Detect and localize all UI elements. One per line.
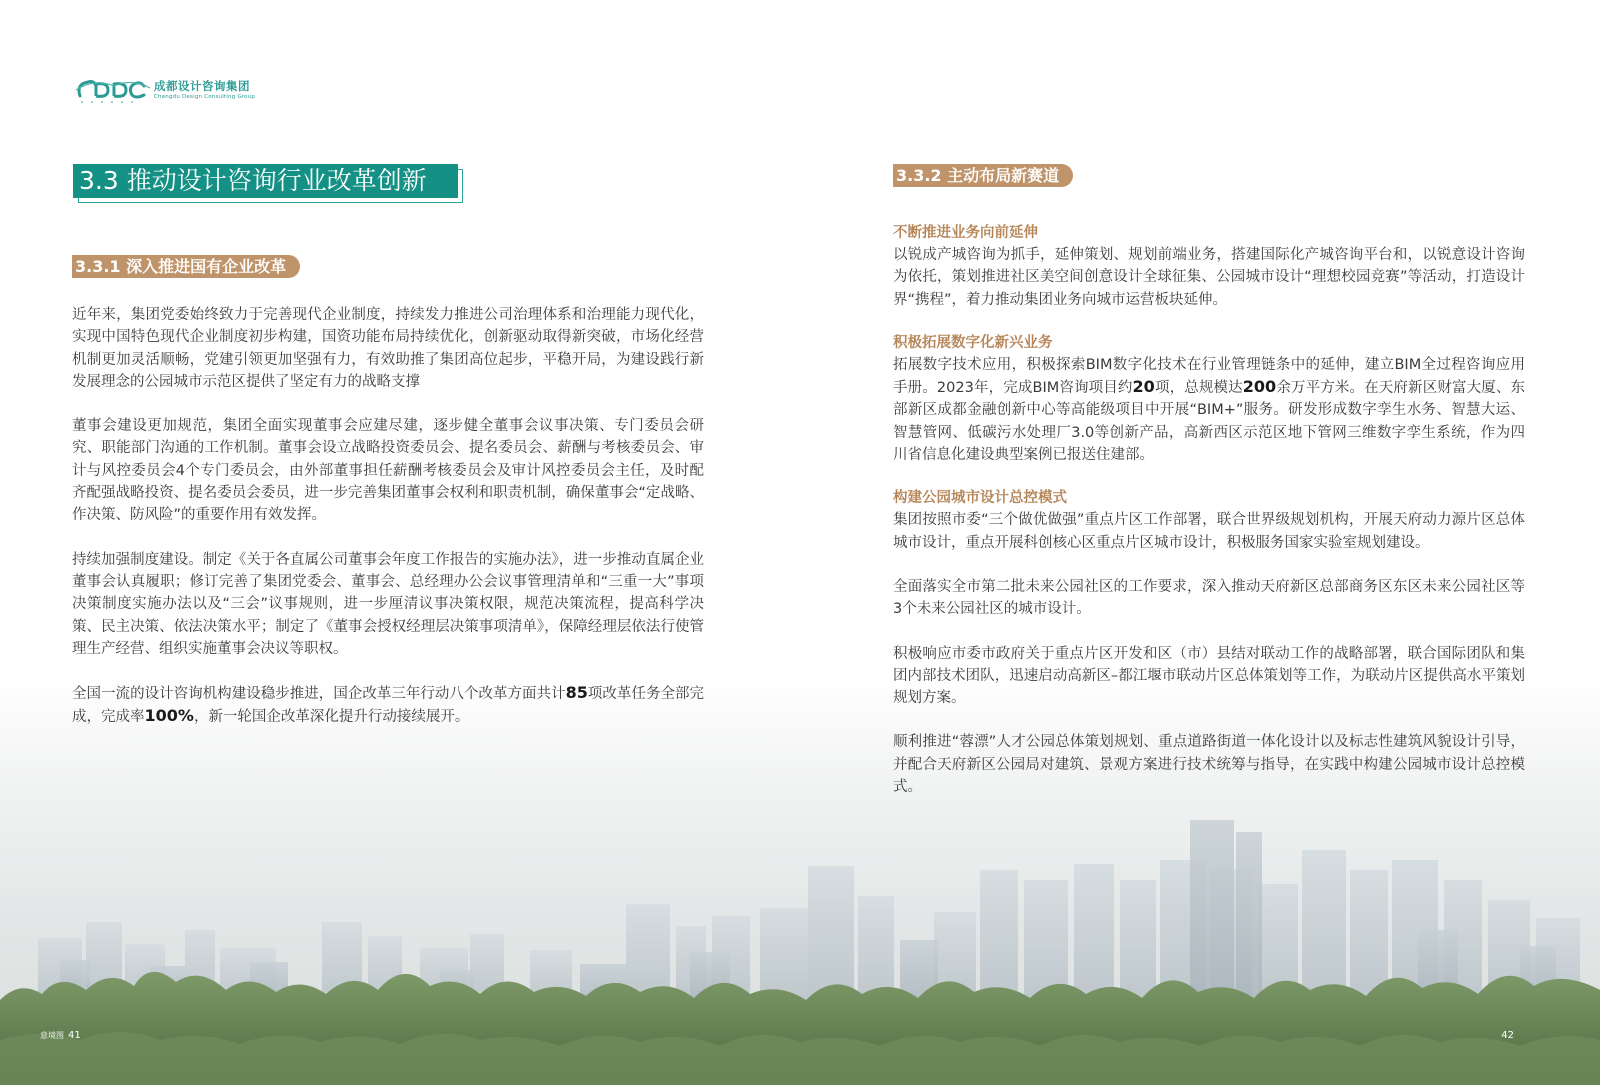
- right-column: [893, 222, 1525, 798]
- page-number-right: 42: [1501, 1030, 1514, 1041]
- bim-project-count: 20: [1132, 377, 1155, 397]
- right-paragraph-1: 全面落实全市第二批未来公园社区的工作要求，深入推动天府新区总部商务区东区未来公园社区等3个未来公园社区的城市设计。: [893, 578, 1525, 618]
- logo-english-name: Chengdu Design Consulting Group: [154, 93, 256, 100]
- left-paragraph-3: 持续加强制度建设。制定《关于各直属公司董事会年度工作报告的实施办法》，进一步推动直属企业董事会认真履职；修订完善了集团党委会、董事会、总经理办公会议事管理清单和“三重一大”事项决策制度实施办法以及“三会”议事规则，进一步厘清议事决策权限，规范决策流程，提高科学决策、民主决策、依法决策水平；制定了《董事会授权经理层决策事项清单》，保障经理层依法行使管理生产经营、组织实施董事会决议等职权。: [72, 551, 704, 657]
- page-number-left: 意境图 41: [40, 1030, 81, 1041]
- item-title-digital-business: 积极拓展数字化新兴业务: [893, 334, 1053, 351]
- image-caption-tag: 意境图: [40, 1031, 64, 1040]
- right-item-2: [893, 332, 1525, 466]
- item-title-business-extension: 不断推进业务向前延伸: [893, 225, 1038, 241]
- right-paragraph-2: 积极响应市委市政府关于重点片区开发和区（市）县结对联动工作的战略部署，联合国际团队和集团内部技术团队，迅速启动高新区–都江堰市联动片区总体策划等工作，为联动片区提供高水平策划规划方案。: [893, 645, 1525, 707]
- right-paragraph-3: 顺利推进“蓉漂”人才公园总体策划规划、重点道路街道一体化设计以及标志性建筑风貌设计引导，并配合天府新区公园局对建筑、景观方案进行技术统筹与指导，在实践中构建公园城市设计总控模式。: [893, 734, 1525, 796]
- subsection-title-right: 3.3.2 主动布局新赛道: [893, 164, 1073, 187]
- item-text-park-city-design: 集团按照市委“三个做优做强”重点片区工作部署，联合世界级规划机构，开展天府动力源片区总体城市设计，重点开展科创核心区重点片区城市设计，积极服务国家实验室规划建设。: [893, 512, 1525, 551]
- left-paragraph-2: 董事会建设更加规范，集团全面实现董事会应建尽建，逐步健全董事会议事决策、专门委员会研究、职能部门沟通的工作机制。董事会设立战略投资委员会、提名委员会、薪酬与考核委员会、审计与风控委员会4个专门委员会，由外部董事担任薪酬考核委员会及审计风控委员会主任，及时配齐配强战略投资、提名委员会委员，进一步完善集团董事会权利和职责机制，确保董事会“定战略、作决策、防风险”的重要作用有效发挥。: [72, 418, 704, 524]
- section-title-text: 3.3 推动设计咨询行业改革创新: [73, 164, 458, 198]
- item-text-digital-business: 拓展数字技术应用，积极探索BIM数字化技术在行业管理链条中的延伸，建立BIM全过程咨询应用手册。2023年，完成BIM咨询项目约20项，总规模达200余万平方米。在天府新区财富大厦、东部新区成都金融创新中心等高能级项目中开展“BIM+”服务。研发形成数字孪生水务、智慧大运、智慧管网、低碳污水处理厂3.0等创新产品，高新西区示范区地下管网三维数字孪生系统，作为四川省信息化建设典型案例已报送住建部。: [893, 356, 1526, 464]
- left-column: [72, 304, 704, 729]
- subsection-title-left: 3.3.1 深入推进国有企业改革: [72, 255, 300, 278]
- item-title-park-city-design: 构建公园城市设计总控模式: [893, 490, 1067, 507]
- left-paragraph-4: 全国一流的设计咨询机构建设稳步推进，国企改革三年行动八个改革方面共计85项改革任务全部完成，完成率100%，新一轮国企改革深化提升行动接续展开。: [72, 683, 704, 726]
- reform-count: 85: [565, 683, 588, 703]
- right-item-1: [893, 222, 1525, 311]
- left-paragraph-1: 近年来，集团党委始终致力于完善现代企业制度，持续发力推进公司治理体系和治理能力现代化，实现中国特色现代企业制度初步构建，国资功能布局持续优化，创新驱动取得新突破，市场化经营机制更加灵活顺畅，党建引领更加坚强有力，有效助推了集团高位起步，平稳开局，为建设践行新发展理念的公园城市示范区提供了坚定有力的战略支撑: [72, 307, 704, 390]
- bim-total-scale: 200: [1242, 377, 1277, 397]
- item-text-business-extension: 以锐成产城咨询为抓手，延伸策划、规划前端业务，搭建国际化产城咨询平台和，以锐意设计咨询为依托，策划推进社区美空间创意设计全球征集、公园城市设计“理想校园竞赛”等活动，打造设计界“携程”，着力推动集团业务向城市运营板块延伸。: [893, 247, 1525, 308]
- cddc-logo-icon: [74, 76, 152, 104]
- section-title: [73, 164, 458, 198]
- company-logo: [74, 76, 255, 104]
- right-item-3: [893, 487, 1525, 554]
- logo-chinese-name: 成都设计咨询集团: [154, 78, 250, 93]
- completion-rate: 100%: [144, 706, 194, 726]
